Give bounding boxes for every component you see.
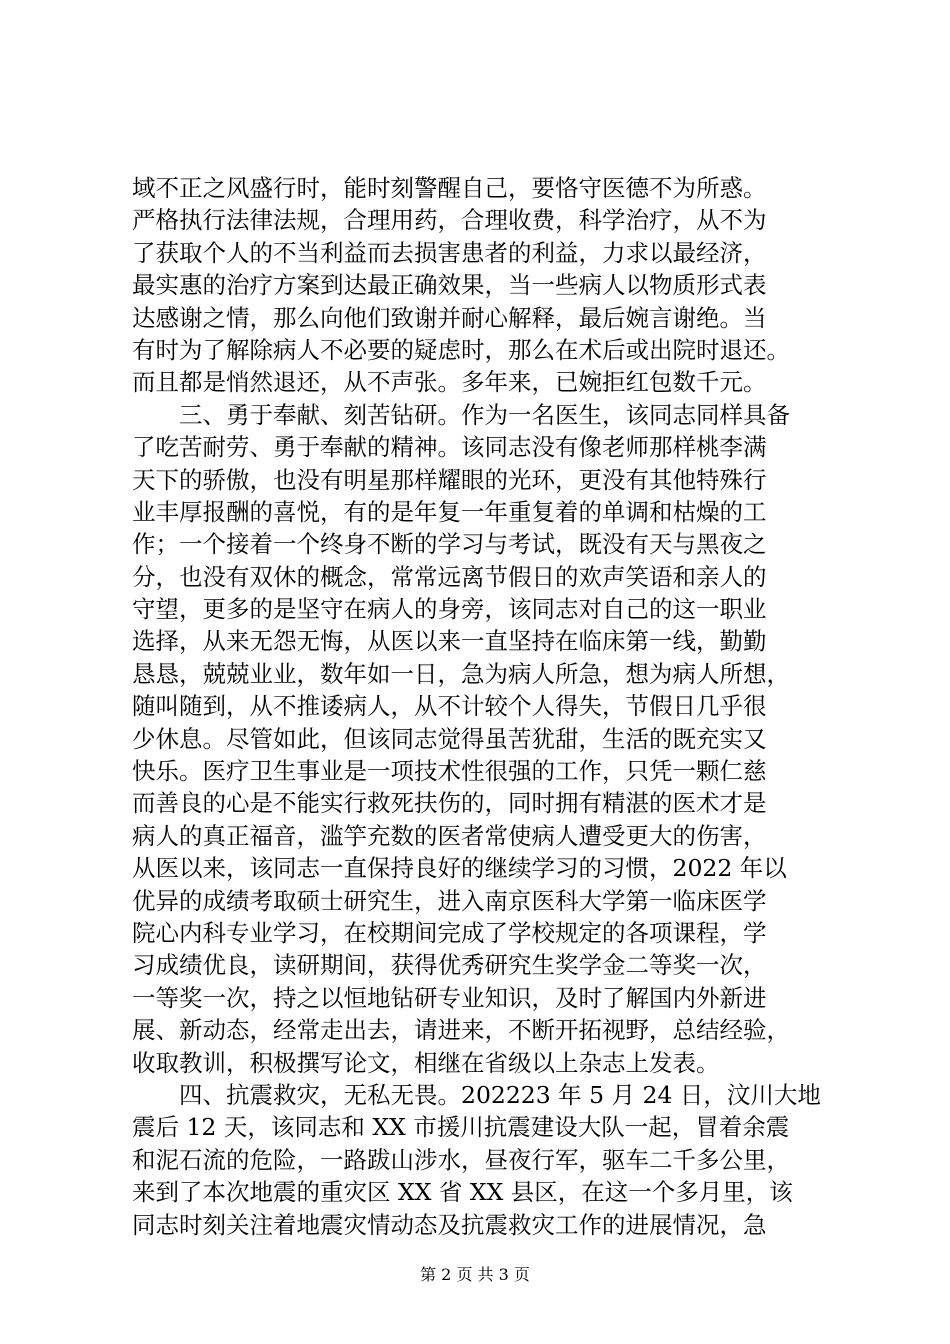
text-line: 达感谢之情，那么向他们致谢并耐心解释，最后婉言谢绝。当 bbox=[132, 303, 767, 332]
text-line: 来到了本次地震的重灾区 XX 省 XX 县区，在这一个多月里，该 bbox=[132, 1178, 793, 1207]
text-line: 恳恳，兢兢业业，数年如一日，急为病人所急，想为病人所想， bbox=[132, 659, 790, 688]
text-line: 展、新动态，经常走出去，请进来，不断开拓视野，总结经验， bbox=[132, 1016, 790, 1045]
text-line: 震后 12 天，该同志和 XX 市援川抗震建设大队一起，冒着余震 bbox=[132, 1113, 790, 1142]
text-line: 一等奖一次，持之以恒地钻研专业知识，及时了解国内外新进 bbox=[132, 983, 767, 1012]
text-line: 快乐。医疗卫生事业是一项技术性很强的工作，只凭一颗仁慈 bbox=[132, 757, 767, 786]
text-line: 少休息。尽管如此，但该同志觉得虽苦犹甜，生活的既充实又 bbox=[132, 724, 767, 753]
text-line: 了吃苦耐劳、勇于奉献的精神。该同志没有像老师那样桃李满 bbox=[132, 433, 767, 462]
text-line: 天下的骄傲，也没有明星那样耀眼的光环，更没有其他特殊行 bbox=[132, 465, 767, 494]
text-line: 选择，从来无怨无悔，从医以来一直坚持在临床第一线，勤勤 bbox=[132, 627, 767, 656]
text-line: 严格执行法律法规，合理用药，合理收费，科学治疗，从不为 bbox=[132, 206, 767, 235]
text-line: 从医以来，该同志一直保持良好的继续学习的习惯，2022 年以 bbox=[132, 854, 787, 883]
text-line: 病人的真正福音，滥竽充数的医者常使病人遭受更大的伤害， bbox=[132, 821, 767, 850]
text-line: 而且都是悄然退还，从不声张。多年来，已婉拒红包数千元。 bbox=[132, 368, 767, 397]
text-line: 了获取个人的不当利益而去损害患者的利益，力求以最经济， bbox=[132, 238, 767, 267]
text-line: 收取教训，积极撰写论文，相继在省级以上杂志上发表。 bbox=[132, 1048, 720, 1077]
text-line: 有时为了解除病人不必要的疑虑时，那么在术后或出院时退还。 bbox=[132, 335, 790, 364]
text-line: 守望，更多的是坚守在病人的身旁，该同志对自己的这一职业 bbox=[132, 595, 767, 624]
text-line: 分，也没有双休的概念，常常远离节假日的欢声笑语和亲人的 bbox=[132, 562, 767, 591]
body-text bbox=[132, 172, 850, 1241]
text-line: 而善良的心是不能实行救死扶伤的，同时拥有精湛的医术才是 bbox=[132, 789, 767, 818]
text-line: 最实惠的治疗方案到达最正确效果，当一些病人以物质形式表 bbox=[132, 271, 767, 300]
paragraph-start-line: 四、抗震救灾，无私无畏。202223 年 5 月 24 日，汶川大地 bbox=[132, 1080, 821, 1109]
text-line: 随叫随到，从不推诿病人，从不计较个人得失，节假日几乎很 bbox=[132, 692, 767, 721]
text-line: 域不正之风盛行时，能时刻警醒自己，要恪守医德不为所惑。 bbox=[132, 174, 767, 202]
text-line: 优异的成绩考取硕士研究生，进入南京医科大学第一临床医学 bbox=[132, 886, 767, 915]
page-number-footer: 第 2 页 共 3 页 bbox=[420, 1265, 530, 1284]
text-line: 和泥石流的危险，一路跋山涉水，昼夜行军，驱车二千多公里， bbox=[132, 1145, 790, 1174]
text-line: 院心内科专业学习，在校期间完成了学校规定的各项课程，学 bbox=[132, 918, 767, 947]
text-line: 作；一个接着一个终身不断的学习与考试，既没有天与黑夜之 bbox=[132, 530, 767, 559]
text-line: 业丰厚报酬的喜悦，有的是年复一年重复着的单调和枯燥的工 bbox=[132, 497, 767, 526]
text-line: 习成绩优良，读研期间，获得优秀研究生奖学金二等奖一次， bbox=[132, 951, 767, 980]
text-line: 同志时刻关注着地震灾情动态及抗震救灾工作的进展情况，急 bbox=[132, 1210, 767, 1239]
paragraph-start-line: 三、勇于奉献、刻苦钻研。作为一名医生，该同志同样具备 bbox=[132, 400, 790, 429]
